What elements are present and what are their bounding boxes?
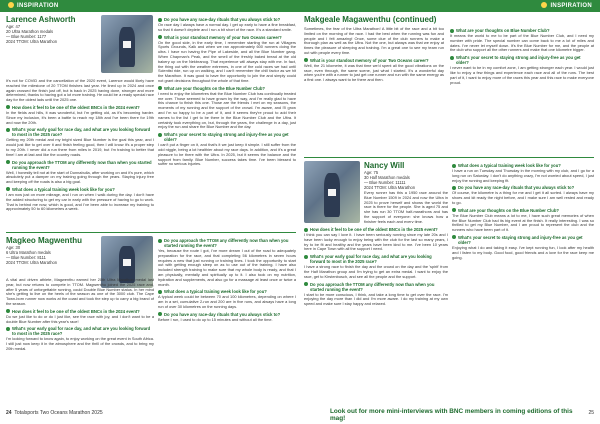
profile-age: Age: 75 [364,170,379,175]
magkeo-header [6,236,98,278]
profile-name: Magkeo Magwenthu [6,236,83,245]
question-icon [158,312,162,316]
question-icon [158,86,162,90]
question-icon [452,186,456,190]
question: Do you approach the TTOM any differently now than when you started running the event? [158,238,296,248]
profile-name: Nancy Will [364,161,405,170]
question-icon [452,164,456,168]
question-icon [304,282,308,286]
profile-blue-number: — Blue Number: 1177 [6,34,47,39]
question: What are your thoughts on the Blue Number Club? [158,86,296,91]
question: What's your secret to staying strong and injury-free as you get older? [452,235,594,245]
page-number-right: 25 [588,410,594,416]
question-icon [304,58,308,62]
larence-text-2: Do you have any race-day rituals that you always stick to? On race day I always have a normal day. I get up early to have a fine breakfast, so that it doesn't deplete and I run a bit short of the race. It's a standard smile. What is your standout memory of your two Oceans career? On the good side, in the early time, I remember starting the run at Villagers Sports Grounds, Kalk and when we ran approximately 600 runners doing the ultra. I have run having the Pipe of Lakeside, and all the Blue Number gang. When Chapman's Peak, and the smell of the freshly baked bread at the old bakery up on the Nekbranog. That experience will always stay with me. In fact, the thing out with the weather extremes, in one of the cold races we had until Scientist ride, run up on walking, and I can't remember the chill factor as we hit the Marathon. It was good to have the opportunity to join the and simply could not grant decisions throughout the whole of that time. What are your thoughts on the Blue Number Club? I need to enjoy the kilometres that the Blue Number Club has continually treated me over. Those seemed to have grown by the way, and I'm really glad to have this chance to finish this one. Those are the friends I met on my seasons, the moments of my running and the support of the crowd. I'm aware, and I'll grow and I'm so happy to be a part of it, and it seems they're proud to add their names to the list I get to be there in the Blue Number Club and the Ultra. It certainly took everything on, but, through the years, the challenge in a day, just enjoy the run and share the Blue Number and the day. What's your secret to staying strong and injury-free as you get older? I can't put a finger on it, and that's it we just keep it simple. I still suffer from the odd niggle, being a lot healthier about my race days. In addition, and it's a great pleasure to be there with the Ultra. In 2025, but it seems the balance and the support from family. Blue Number, success takes time. I've been blessed to suffer no serious injuries. [158,17,296,167]
question-icon [6,327,10,331]
profile-race: 2024 TTOM: Ultra Marathon [6,39,58,44]
question-icon [6,160,10,164]
profile-blue-number: — Blue Number: 11111 [364,180,406,185]
question-icon [158,35,162,39]
question-icon [304,255,308,259]
right-page [304,15,594,405]
question: What's your early goal for race day, and what are you looking forward to most in the 2025 race? [6,326,154,336]
question: What's your secret to staying strong and injury-free as you get older? [158,132,296,142]
question: Do you approach the TTOM any differently now than when you started running the event? [6,160,154,170]
question-icon [450,56,454,60]
question-icon [6,128,10,132]
question: What does a typical training week look like for you? [6,187,154,192]
question: Do you have any race-day rituals that you always stick to? [452,185,594,190]
question: Do you have any race-day rituals that you always stick to? [158,312,296,317]
question: What does a typical training week look like for you? [158,289,296,294]
question: What are your thoughts on the Blue Number Club? [452,208,594,213]
profile-age: Age: 47 [6,24,21,29]
left-page [6,15,296,405]
larence-text-1: It's not for COVID and the cancellation of the 2020 event, Larence would likely have reached the milestone of 20 TTOM finishes last year. He lined up in 2024 and once again crossed the finish just off, but is back in 2025 having done, stronger and more determined, thanks to having got a lot more training. He could be a ready special race day for the oldest lads until the 2025 one. How does it feel to be one of the oldest BNCs in the 2024 event? In the fields and hills, it was wonderful, but I'm getting old, as it's becoming harder. Since my inclusion, it's been a battle to reach my 18th and I've been there for 19th and now the 20th. What's your early goal for race day, and what are you looking forward to most in the 2025 race? Getting my 20th medal and my bright sized Blue Number is the goal this year, and I would just like to get over it and finish feeling good, then I will know it's a proper step to my 20th. I never did a run there from miles in 2019, but I'm training to better that time! I am at last and like the country roads. Do you approach the TTOM any differently now than when you started running the event? Well, I honestly tell not at the start of Dunnabulla, after working on and it's pure, which absolutely put a damper on my training going through the years. Staying injury free and keeping off the roads is also a big goal. What does a typical training week look like for you? I am now just on more mileage, and I run on when I walk during the day. I don't have the added structuring to get my car in early with the pressure of having to go to work. That is behind me now, which is good, and I've been able to increase my training to approximately 50 to 60 kilometres a week. [6,78,154,212]
question-icon [158,133,162,137]
magkeo-text-2: Do you approach the TTOM any differently now than when you started running the event? Yes, because the route I got, I've more dream I out of the road to adequately preparation for the race, and that completing 56 kilometres in seven hours requires a new that just running or training lines. I took the opportunity to start out with getting enough sleep on as to use out of the training. I have also included strength training to make sure that my whole body is ready, and that I am physically, mentally and spiritually up to it. I also took on my nutrition, hydration and supplements, and also go for a massage at least once or twice a month. What does a typical training week look like for you? A typical week could be between 70 and 100 kilometres, depending on where I am in a set, cumulative 2-run and 200 are in five runs, and always have a long run of over 30 kilometres on the running days. Do you have any race-day rituals that you always stick to? Before I run, I used to do up to 15 minutes and without all the time. [158,238,296,322]
question: Do you have any race-day rituals that you always stick to? [158,17,296,22]
profile-medals: 20 Ultra Marathon medals [6,29,54,34]
question: What's your early goal for race day, and what are you looking forward to most in the 2025 race? [6,127,154,137]
question: What is your standout memory of your two Oceans career? [158,35,296,40]
question: What's your secret to staying strong and injury-free as you get older? [450,55,594,65]
profile-blue-number: — Blue Number: 8111 [6,255,46,260]
question-icon [304,228,308,232]
question-icon [452,208,456,212]
question-icon [6,309,10,313]
section-divider [304,157,594,158]
magkeo-cont-col-1: Sometimes, the fear of the Ultra Marathon! A little bit of the race and a bit too limited on the morning of the race. I had the best when the running was fun and people and I felt amazing! Once, some clue of the club runners to make a thorough plan as well as the Ultra. Not the one, but always was that we enjoy at times the pleasure of sleeping and training. I'm a great one to see my team run out with people every time. What is your standout memory of your Two Oceans career? Well, the 21 kilometre, it was that time we'd spent all the good vibrations on the race, even through, the same scene, just what I started. It's a wonderful day when you're with a runner to just get one runner and run with the same energy as a first one. I always want to be there and then. [304,26,444,83]
magkeo-text-1: A vital and driven athlete, Magwenthu earned her 20th Ultra Marathon medal last year, but now returns to compete in TTOM. Magwenthu joined the 2025 race and, after 5 years of unforgettable running, could Double Blue Number status. In her mind she's getting to live on the heels of the season as one of the 3000 club. The Cape Town-born runner now works at the coast and took the step up to carry a big brand of the season. How does it feel to be one of the oldest BNCs in the 2024 event? Do we just like to do or do I just like, see the race with joy, and I don't want to be a double Blue Number after this year's race! What's your early goal for race day, and what are you looking forward to most in the 2025 race? I'm looking forward to know again, to enjoy working on the great event in South Africa. I still just now keep it in the atmosphere and the thrill of the crowds, and to bring my 20th medal. [6,277,154,351]
question: How does it feel to be one of the oldest BNCs in the 2024 event? [6,309,154,314]
nancy-photo [304,161,360,223]
profile-race: 2024 TTOM: Ultra Marathon [364,185,416,190]
profile-age: Age: 30 [6,245,21,250]
bullet-icon [8,2,14,8]
profile-name: Larence Ashworth [6,15,76,24]
question: What are your thoughts on Blue Number Club? [450,28,594,33]
magkeo-cont-col-2: What are your thoughts on Blue Number Club? It means the world to me to be part of the Blue Number Club, and I need my number with pride. The special number can come back to me a lot of miles and dates. I've never let myself down. It's the Blue Number for me, and the people at the club who support all the other runners and make that one kilometre bigger. What's your secret to staying strong and injury-free as you get older? I never want to be in my comfort zone, I am getting stronger each year. I would just like to enjoy a few things and experience each race and all of the runs. The best part of it, I want to enjoy more of the races this year and this race to make everyone proud. [450,28,594,85]
question-icon [452,235,456,239]
bullet-icon [541,2,547,8]
question-icon [6,105,10,109]
question-icon [158,18,162,22]
question: What is your standout memory of your Two Oceans career? [304,58,444,63]
question: How does it feel to be one of the oldest BNCs in the 2025 event? [304,227,448,232]
question: How does it feel to be one of the oldest BNCs in the 2024 event? [6,105,154,110]
page-number-left: 24 Totalsports Two Oceans Marathon 2025 [6,410,103,416]
question-icon [158,290,162,294]
profile-medals: 30 Half Marathon medals [364,175,410,180]
question-icon [6,187,10,191]
top-banner [0,0,600,12]
nancy-header: Nancy Will Age: 75 30 Half Marathon medals — Blue Number: 11111 2024 TTOM: Ultra Marathon Every runner has this a 1950 race around the Blue Number 1509 in 2024 and now the Ultra in 2025 to prove herself and shows the world the race is there for the people. She is aged 75 and she has run 30 TTOM half-marathons and has the support of everyone: she knows how a finisher feels each and every time. [364,161,448,223]
nancy-text-1: How does it feel to be one of the oldest BNCs in the 2025 event? I think you can say I love it. I have been seriously running since my late 20s and I have been lucky enough to enjoy being with the club for the last so many years, I try to be fit and healthy and the years have been kind to me. I've been 10 years here in Cape Town with all the support I need. What's your early goal for race day, and what are you looking forward to most in the 2025 race? I have a strong race to finish the day and the crowd on the day and the 'spirit' from the Half Marathon group and I'm trying to get an extra medal. I want to enjoy the race, get to Kirstenbosch, and see all the people and the support. Do you approach the TTOM any differently now than when you started running the event? I start to be more conscious, I think, and take a long time to get over the race. I'm enjoying the day more than I did and I'm more aware. I do my training at my own speed and make sure I stay happy and relaxed. [304,227,448,307]
question-icon [450,29,454,33]
profile-name-continued: Makgeale Magawenthu (continued) [304,15,437,24]
section-divider [6,232,296,233]
footer-callout: Look out for more mini-interviews with BNC members in coming editions of this mag! [330,408,573,422]
nancy-text-2: What does a typical training week look like for you? I have a run on Tuesday and Thursday in the morning with my club, and I go for a long run on Saturday. I don't do anything crazy, I'm not worried about speed, I just enjoy the running and keeping fit. Do you have any race-day rituals that you always stick to? Of course, the kilometre is a thing for me and I get it all sorted. I always have my shoes and kit ready the night before, and I make sure I am well rested and ready to go. What are your thoughts on the Blue Number Club? The Blue Number Club means a lot to me, I have such great memories of when the Blue Number Club had its big event at the finish. It really interesting. I was so thrilled to get my Blue Number, and I am proud to represent the club and the runners who have been part of it. What's your secret to staying strong and injury-free as you get older? Enjoying what I do and taking it easy. I've kept running fun, I look after my health and I listen to my body. Good food, good friends and a love for the race keep me going. [452,163,594,260]
profile-medals: 6 Ultra Marathon medals [6,250,51,255]
question-icon [158,239,162,243]
question: Do you approach the TTOM any differently now than when you started running the event? [304,282,448,292]
section-tag-right: INSPIRATION [541,2,592,9]
section-tag-left: INSPIRATION [8,2,59,9]
question: What does a typical training week look like for you? [452,163,594,168]
question: What's your early goal for race day, and what are you looking forward to most in the 2025 race? [304,254,448,264]
profile-race: 2024 TTOM: Ultra Marathon [6,260,58,265]
